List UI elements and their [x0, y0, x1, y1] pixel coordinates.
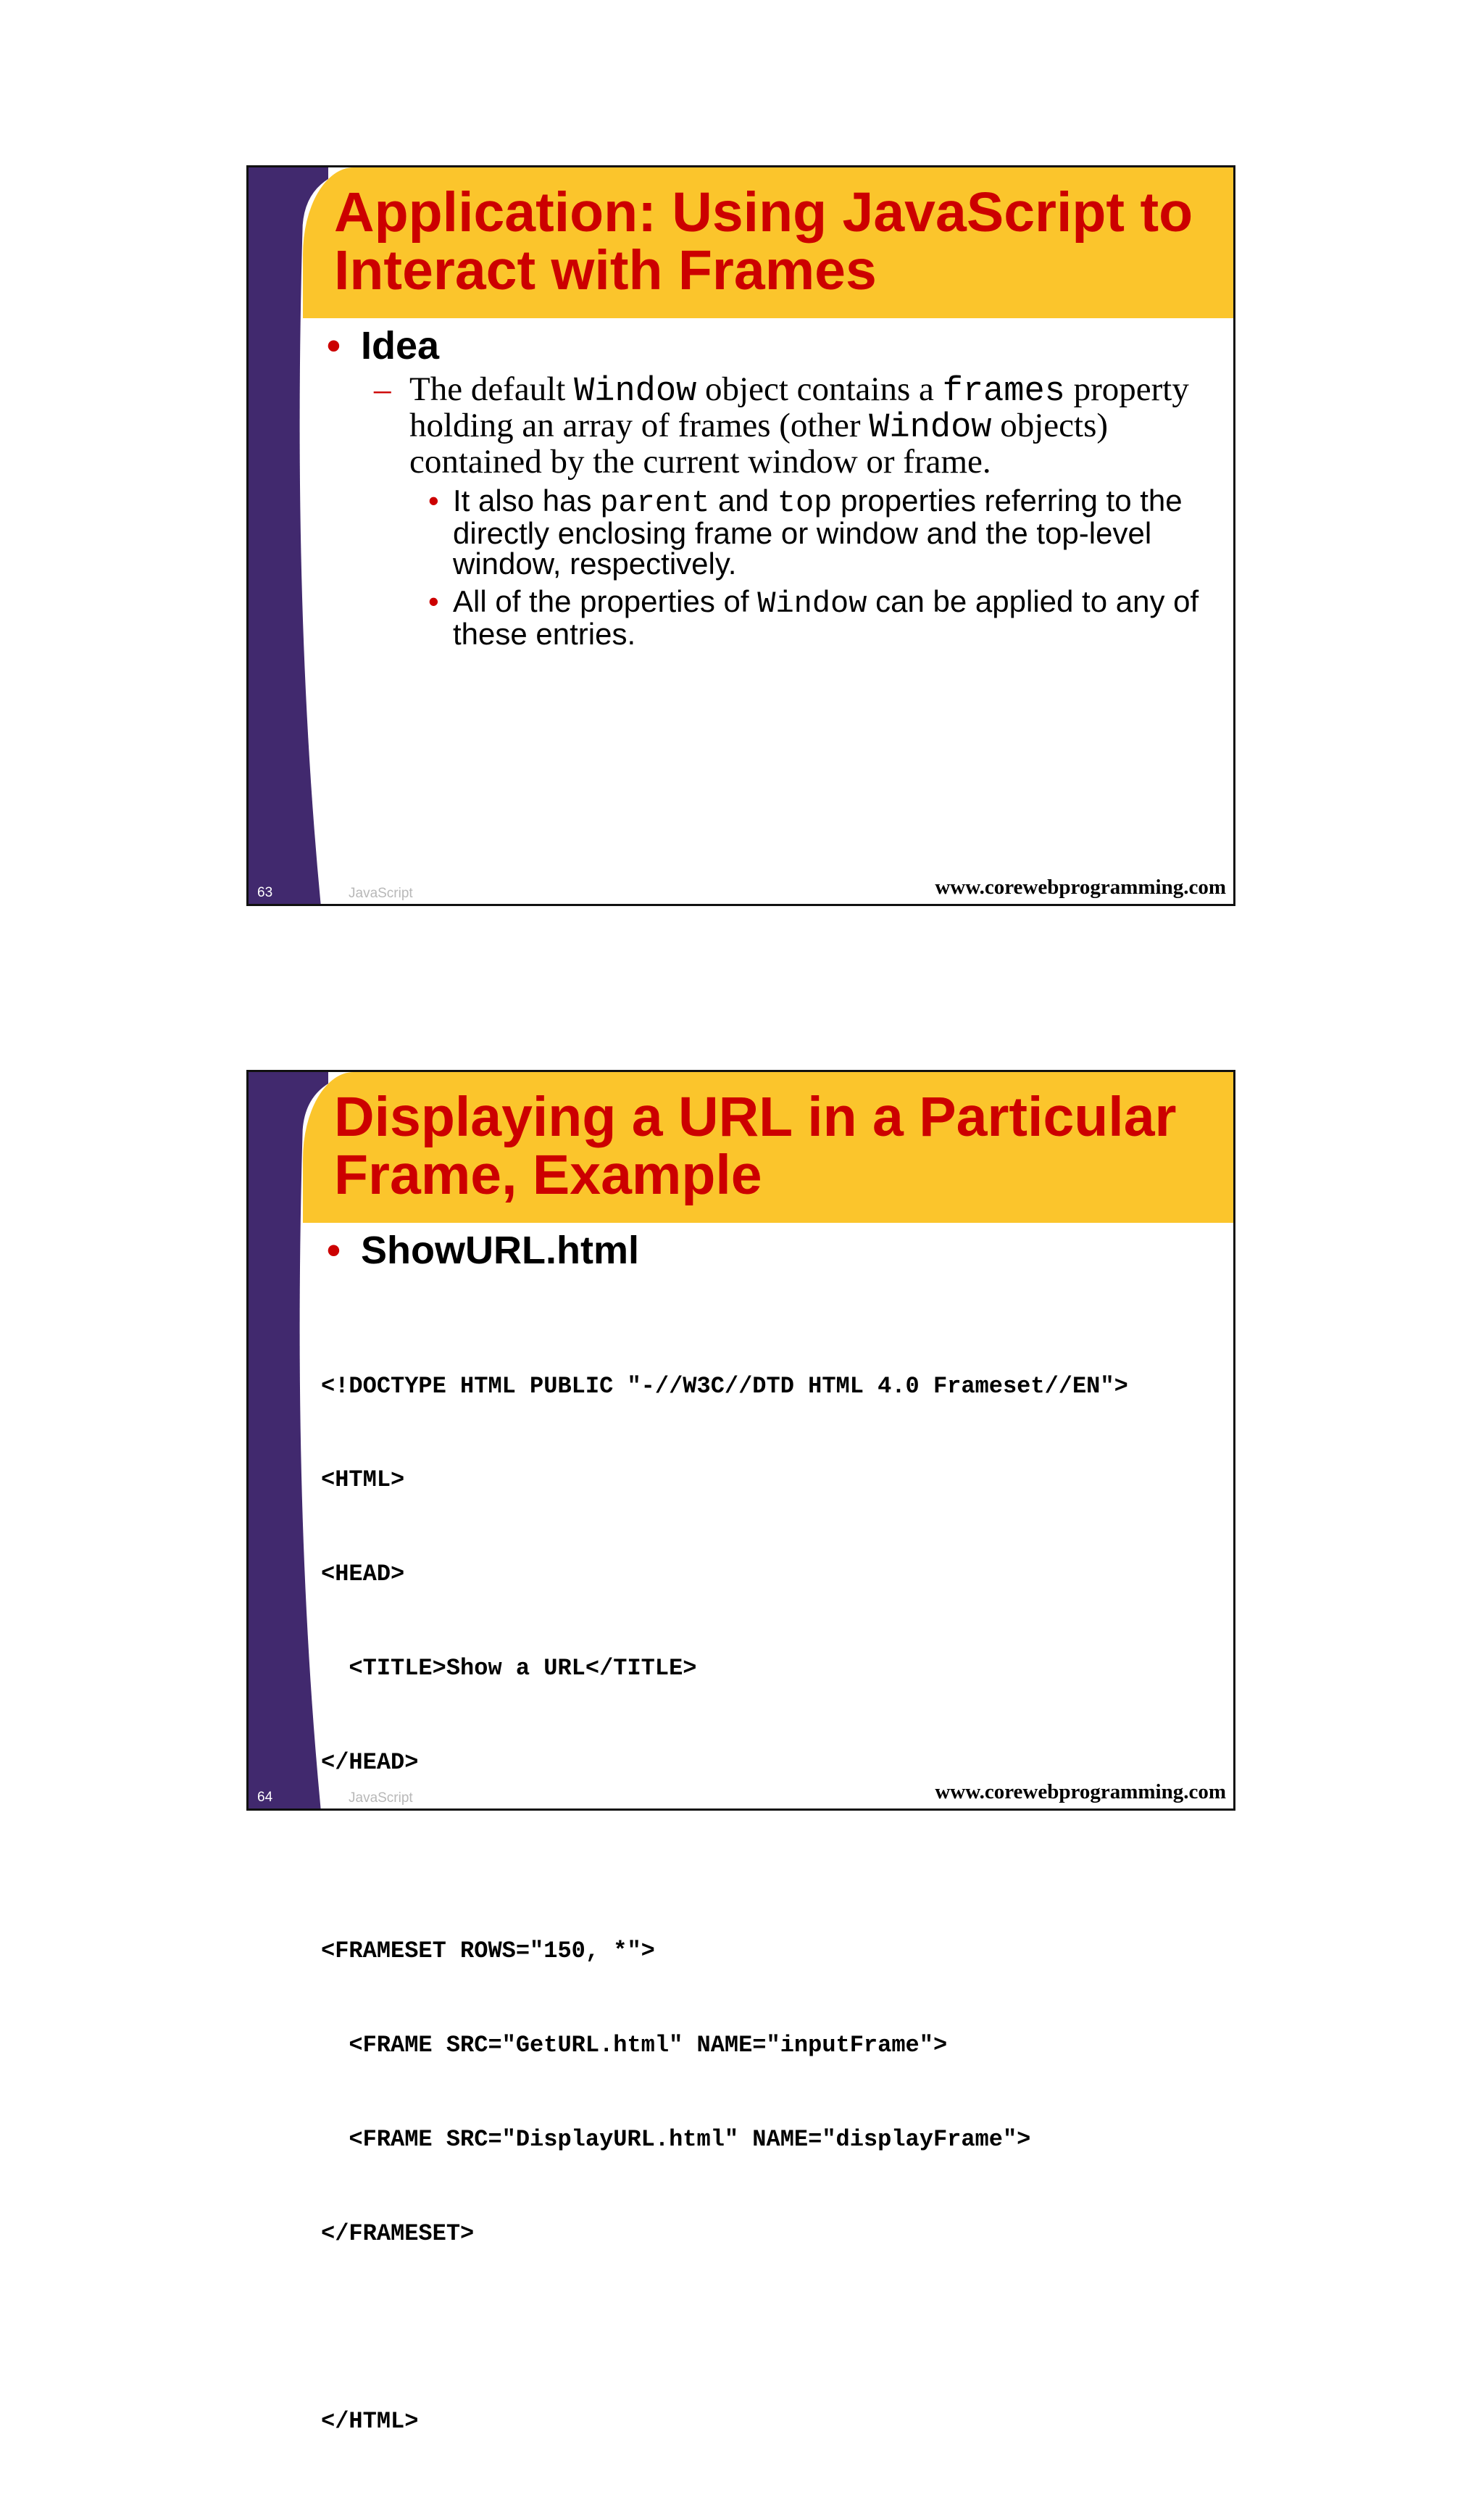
code-line: </HTML>: [321, 2408, 419, 2435]
text: properties referring to the directly enclosing frame or window and the top-level window, respectively.: [453, 483, 1183, 581]
code-listing: [321, 1308, 1219, 2500]
slide-title: Application: Using JavaScript to Interact with Frames: [334, 181, 1193, 302]
code-window: Window: [757, 586, 867, 621]
code-window: Window: [574, 373, 697, 411]
text: and: [709, 483, 778, 518]
code-line: </FRAMESET>: [321, 2219, 475, 2247]
footer-url: www.corewebprogramming.com: [935, 1780, 1226, 1803]
dash-item: [317, 370, 1219, 481]
bullet-text: Idea: [361, 324, 440, 367]
bullet-idea: [317, 323, 1219, 368]
slide-63: [246, 165, 1235, 906]
code-line: <!DOCTYPE HTML PUBLIC "-//W3C//DTD HTML 4.0 Frameset//EN">: [321, 1372, 1128, 1400]
slide-content: [317, 1228, 1219, 2500]
slide-64: [246, 1070, 1235, 2435]
text: objects) contained by the current window or frame.: [409, 407, 1109, 481]
bullet-marker: •: [327, 1229, 341, 1272]
sub-bullet-properties: [317, 586, 1219, 649]
bullet-filename: [317, 1228, 1219, 1273]
footer-url: www.corewebprogramming.com: [935, 876, 1226, 899]
sub-bullet-parent-top: [317, 483, 1219, 581]
text: All of the properties of: [453, 584, 758, 618]
slide-content: [317, 323, 1219, 649]
code-parent: parent: [600, 486, 710, 520]
code-line: <TITLE>Show a URL</TITLE>: [321, 1655, 697, 1682]
text: The default: [409, 370, 575, 408]
code-line: <HTML>: [321, 1466, 405, 1494]
slide-title: Displaying a URL in a Particular Frame, Example: [334, 1086, 1177, 1206]
code-top: top: [777, 486, 833, 520]
bullet-text: ShowURL.html: [361, 1229, 639, 1272]
footer-label: JavaScript: [349, 1790, 413, 1806]
code-line: <FRAMESET ROWS="150, *">: [321, 1937, 655, 1964]
text: property holding an array of frames (other: [409, 370, 1189, 444]
code-line: <HEAD>: [321, 1561, 405, 1588]
footer-label: JavaScript: [349, 886, 413, 901]
dash-marker: –: [374, 370, 391, 408]
slide-number: 63: [257, 885, 273, 900]
code-window: Window: [869, 409, 992, 447]
bullet-marker: •: [327, 324, 341, 367]
code-line: </HEAD>: [321, 1749, 419, 1777]
code-line: <FRAME SRC="GetURL.html" NAME="inputFrame">: [321, 2031, 948, 2059]
code-line: <FRAME SRC="DisplayURL.html" NAME="displayFrame">: [321, 2125, 1031, 2153]
code-line: [321, 2312, 1219, 2343]
code-frames: frames: [942, 373, 1065, 411]
bullet-marker: •: [428, 483, 439, 518]
bullet-marker: •: [428, 584, 439, 618]
code-line: [321, 1841, 1219, 1872]
text: can be applied to any of these entries.: [453, 584, 1199, 651]
text: It also has: [453, 483, 601, 518]
text: object contains a: [696, 370, 943, 408]
slide-number: 64: [257, 1790, 273, 1805]
